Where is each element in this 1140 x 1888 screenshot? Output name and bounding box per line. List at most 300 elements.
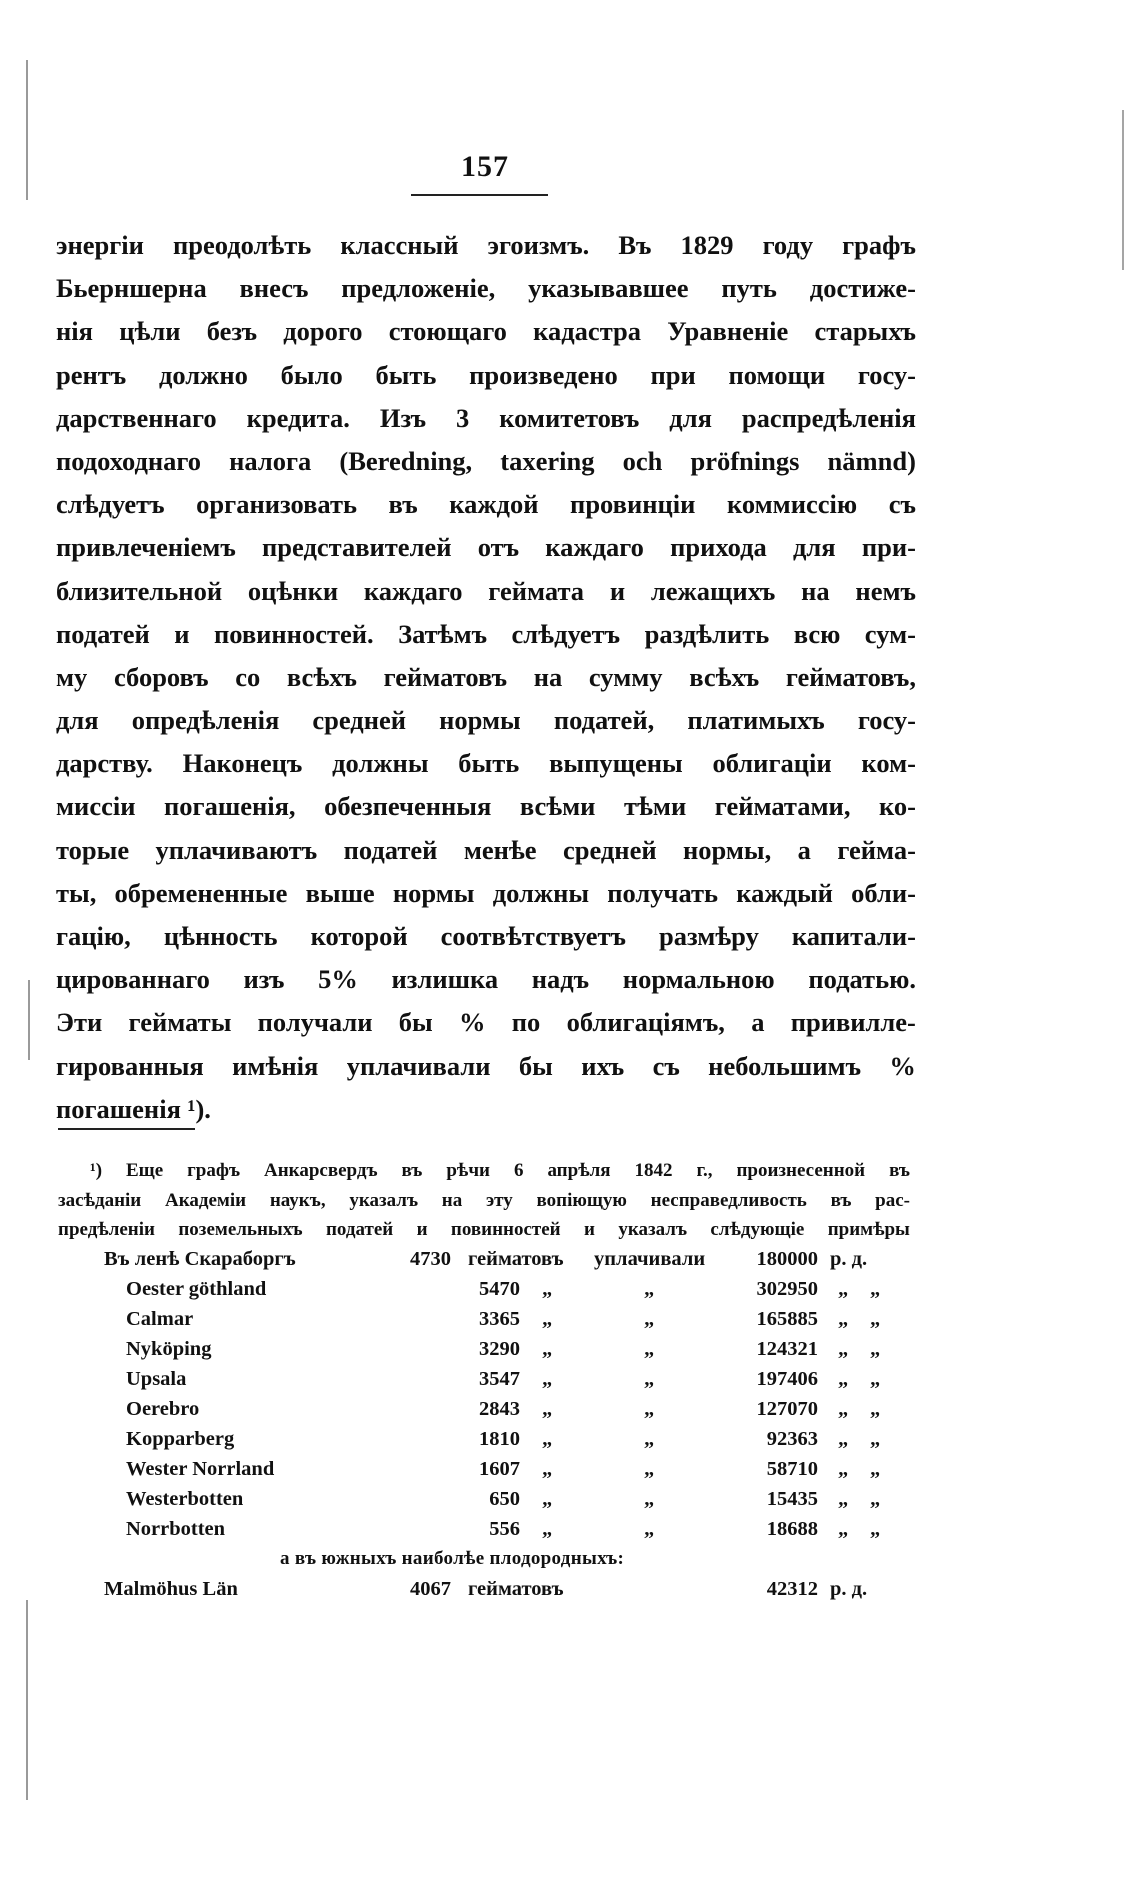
word: taxering — [500, 445, 595, 476]
row-hemman: 3547 — [479, 1368, 520, 1390]
word: примѣры — [827, 1219, 910, 1240]
text-line — [56, 440, 916, 483]
table-row — [58, 1514, 918, 1544]
text-line — [58, 1186, 910, 1216]
row-name: Calmar — [126, 1308, 194, 1330]
word: выше — [305, 877, 375, 908]
word: размѣру — [658, 921, 759, 951]
text-line — [58, 1215, 910, 1245]
word: тѣми — [623, 791, 687, 822]
word: нормы — [392, 877, 475, 908]
word: должно — [158, 359, 248, 390]
word: путь — [721, 273, 777, 304]
row-name: Kopparberg — [126, 1428, 235, 1450]
word: отъ — [477, 532, 520, 563]
word: дарственнаго — [56, 402, 217, 433]
word: на — [441, 1189, 463, 1211]
word: нормы, — [683, 834, 772, 865]
word: указывавшее — [528, 273, 689, 304]
word: ихъ — [581, 1050, 625, 1081]
word: облигаціямъ, — [566, 1007, 725, 1038]
word: ¹) — [90, 1160, 103, 1181]
row-name: Wester Norrland — [126, 1458, 275, 1480]
text-line — [56, 1088, 916, 1131]
ditto-mark: „ — [870, 1338, 881, 1360]
word: изъ — [243, 964, 285, 995]
row-currency: р. д. — [830, 1578, 868, 1600]
word: оцѣнки — [247, 575, 339, 606]
word: соотвѣтствуетъ — [440, 921, 626, 951]
word: рас- — [875, 1189, 910, 1211]
ditto-mark: „ — [644, 1488, 655, 1510]
word: бы — [518, 1050, 553, 1081]
word: рѣчи — [446, 1160, 490, 1181]
row-unit: гейматовъ — [468, 1248, 564, 1270]
word: провинціи — [570, 489, 696, 520]
row-amount: 302950 — [756, 1278, 818, 1300]
word: и — [416, 1219, 428, 1240]
word: всѣми — [519, 791, 596, 822]
word: привлеченіемъ — [56, 532, 236, 563]
text-line — [56, 224, 916, 267]
word: pröfnings — [690, 445, 800, 476]
ditto-mark: „ — [644, 1458, 655, 1480]
row-amount: 92363 — [766, 1428, 818, 1450]
table-row-lead — [58, 1244, 918, 1274]
word: капитали- — [791, 921, 916, 951]
word: указалъ — [618, 1219, 688, 1240]
word: податей — [343, 834, 438, 865]
word: гейматовъ — [383, 661, 508, 692]
word: при- — [861, 532, 916, 563]
text-line — [56, 699, 916, 742]
word: рентъ — [56, 359, 127, 390]
word: госу- — [857, 705, 916, 736]
scan-edge-mark — [26, 1600, 28, 1800]
row-amount: 42312 — [766, 1578, 818, 1600]
word: небольшимъ — [708, 1050, 862, 1081]
text-line — [56, 1045, 916, 1088]
word: Въ — [618, 230, 652, 260]
word: обли- — [851, 877, 916, 908]
footnote-text — [58, 1156, 910, 1245]
text-line — [56, 958, 916, 1001]
ditto-mark: „ — [838, 1338, 849, 1360]
word: внесъ — [239, 273, 309, 304]
word: графъ — [187, 1160, 241, 1181]
word: и — [174, 618, 190, 649]
text-line — [56, 483, 916, 526]
text-line — [56, 742, 916, 785]
word: гейматовъ, — [785, 661, 916, 692]
ditto-mark: „ — [870, 1368, 881, 1390]
text-line — [56, 310, 916, 353]
word: помощи — [728, 359, 826, 390]
row-name: Malmöhus Län — [104, 1578, 238, 1600]
word: быть — [375, 359, 437, 390]
row-name: Westerbotten — [126, 1488, 244, 1510]
row-hemman: 5470 — [479, 1278, 520, 1300]
main-text — [56, 224, 916, 1131]
row-amount: 197406 — [756, 1368, 818, 1390]
word: для — [669, 402, 712, 433]
text-line — [56, 785, 916, 828]
word: преодолѣть — [172, 230, 312, 260]
row-hemman: 556 — [489, 1518, 520, 1540]
word: выпущены — [549, 748, 683, 779]
row-hemman: 4730 — [410, 1248, 451, 1270]
word: налога — [229, 445, 312, 476]
word: облигаціи — [712, 748, 832, 779]
ditto-mark: „ — [870, 1308, 881, 1330]
word: nämnd) — [827, 445, 916, 476]
word: геймата — [488, 575, 585, 606]
row-amount: 58710 — [766, 1458, 818, 1480]
row-hemman: 650 — [489, 1488, 520, 1510]
word: быть — [458, 748, 520, 779]
row-name: Въ ленѣ Скараборгъ — [104, 1248, 296, 1270]
word: для — [793, 532, 836, 563]
word: году — [762, 230, 814, 260]
row-unit: гейматовъ — [468, 1578, 564, 1600]
word: предѣленіи — [58, 1219, 155, 1240]
table-row — [58, 1394, 918, 1424]
word: г., — [696, 1160, 713, 1181]
word: Бьерншерна — [56, 273, 207, 304]
footnote-separator — [58, 1128, 195, 1130]
word: % — [889, 1050, 916, 1081]
word: указалъ — [349, 1189, 419, 1211]
word: повинностей. — [213, 618, 374, 649]
row-currency: р. д. — [830, 1248, 868, 1270]
ditto-mark: „ — [644, 1518, 655, 1540]
word: и — [584, 1219, 595, 1240]
word: эгоизмъ. — [487, 230, 590, 260]
ditto-mark: „ — [644, 1338, 655, 1360]
ditto-mark: „ — [870, 1488, 881, 1510]
word: коммиссію — [726, 489, 858, 520]
word: для — [56, 705, 99, 736]
word: миссіи — [56, 791, 136, 822]
word: средней — [312, 705, 407, 736]
word: гейматами, — [714, 791, 851, 822]
text-line — [56, 1001, 916, 1044]
row-hemman: 3290 — [479, 1338, 520, 1360]
word: платимыхъ — [687, 705, 825, 736]
word: средней — [562, 834, 657, 865]
table-row — [58, 1334, 918, 1364]
word: старыхъ — [814, 316, 916, 347]
word: 6 — [513, 1160, 524, 1181]
word: погашенія ¹). — [56, 1093, 211, 1124]
word: комитетовъ — [499, 402, 640, 433]
word: предложеніе, — [341, 273, 496, 304]
word: прихода — [670, 532, 767, 563]
ditto-mark: „ — [542, 1278, 553, 1300]
ditto-mark: „ — [870, 1398, 881, 1420]
word: всѣхъ — [689, 661, 760, 692]
word: въ — [401, 1160, 423, 1181]
word: дарству. — [56, 748, 153, 779]
page-number: 157 — [461, 150, 509, 183]
word: опредѣленія — [131, 705, 280, 736]
table-row — [58, 1454, 918, 1484]
word: гейма- — [837, 834, 916, 865]
word: госу- — [857, 359, 916, 390]
scan-edge-mark — [28, 980, 30, 1060]
row-amount: 180000 — [756, 1248, 818, 1270]
word: ты, — [56, 877, 97, 908]
row-hemman: 3365 — [479, 1308, 520, 1330]
word: кадастра — [533, 316, 642, 347]
word: повинностей — [450, 1219, 561, 1240]
word: Затѣмъ — [398, 618, 488, 649]
word: организовать — [196, 489, 357, 520]
word: засѣданіи — [58, 1189, 142, 1211]
row-amount: 124321 — [756, 1338, 818, 1360]
word: съ — [652, 1050, 680, 1081]
word: Уравненіе — [667, 316, 789, 347]
word: съ — [888, 489, 916, 520]
row-name: Norrbotten — [126, 1518, 226, 1540]
ditto-mark: „ — [838, 1428, 849, 1450]
word: было — [280, 359, 343, 390]
word: податей — [56, 618, 150, 649]
word: обезпеченныя — [324, 791, 492, 822]
word: надъ — [531, 964, 590, 995]
ditto-mark: „ — [542, 1338, 553, 1360]
word: по — [511, 1007, 541, 1038]
ditto-mark: „ — [838, 1518, 849, 1540]
word: податей — [325, 1219, 394, 1240]
word: кредита. — [246, 402, 350, 433]
text-line — [56, 915, 916, 958]
page-number-rule — [411, 194, 548, 196]
ditto-mark: „ — [644, 1398, 655, 1420]
south-heading: а въ южныхъ наиболѣе плодородныхъ: — [280, 1548, 625, 1569]
word: поземельныхъ — [178, 1219, 303, 1240]
word: уплачивали — [346, 1050, 491, 1081]
word: апрѣля — [547, 1160, 611, 1181]
word: сборовъ — [113, 661, 209, 692]
word: бы — [398, 1007, 433, 1038]
ditto-mark: „ — [644, 1368, 655, 1390]
word: му — [56, 661, 88, 692]
word: каждаго — [545, 532, 644, 563]
word: нормальною — [622, 964, 775, 995]
table-row — [58, 1274, 918, 1304]
word: менѣе — [463, 834, 537, 865]
word: достиже- — [809, 273, 916, 304]
word: получали — [257, 1007, 373, 1038]
word: податью. — [808, 964, 916, 995]
word: классный — [340, 230, 459, 260]
row-amount: 18688 — [766, 1518, 818, 1540]
word: а — [797, 834, 811, 865]
word: каждаго — [363, 575, 463, 606]
word: произведено — [469, 359, 618, 390]
word: раздѣлить — [644, 618, 770, 649]
scan-edge-mark — [1122, 110, 1124, 270]
word: цѣли — [119, 316, 181, 347]
word: въ — [830, 1189, 852, 1211]
ditto-mark: „ — [870, 1428, 881, 1450]
word: въ — [388, 489, 418, 520]
ditto-mark: „ — [542, 1308, 553, 1330]
word: гацію, — [56, 921, 131, 951]
ditto-mark: „ — [838, 1398, 849, 1420]
ditto-mark: „ — [838, 1368, 849, 1390]
row-name: Upsala — [126, 1368, 187, 1390]
word: Анкарсвердъ — [264, 1160, 378, 1181]
word: слѣдуетъ — [511, 618, 621, 649]
word: графъ — [842, 230, 916, 260]
ditto-mark: „ — [542, 1458, 553, 1480]
ditto-mark: „ — [870, 1518, 881, 1540]
ditto-mark: „ — [838, 1458, 849, 1480]
word: энергіи — [56, 230, 144, 260]
word: слѣдуетъ — [56, 489, 165, 520]
word: которой — [310, 921, 408, 951]
text-line — [56, 829, 916, 872]
ditto-mark: „ — [542, 1368, 553, 1390]
word: Изъ — [379, 402, 427, 433]
ditto-mark: „ — [870, 1458, 881, 1480]
row-amount: 15435 — [766, 1488, 818, 1510]
row-name: Nyköping — [126, 1338, 212, 1360]
word: (Beredning, — [339, 445, 473, 476]
word: каждый — [736, 877, 833, 908]
table-row-last — [58, 1574, 918, 1604]
word: 1829 — [680, 230, 734, 260]
word: дорого — [283, 316, 363, 347]
word: % — [459, 1007, 486, 1038]
text-line — [56, 613, 916, 656]
text-line — [56, 872, 916, 915]
row-hemman: 1607 — [479, 1458, 520, 1480]
ditto-mark: „ — [542, 1488, 553, 1510]
row-hemman: 4067 — [410, 1578, 451, 1600]
word: безъ — [206, 316, 258, 347]
row-verb: уплачивали — [594, 1248, 706, 1270]
word: ко- — [878, 791, 916, 822]
word: имѣнія — [232, 1050, 319, 1081]
text-line — [56, 570, 916, 613]
text-line — [58, 1156, 910, 1186]
word: со — [235, 661, 261, 692]
row-amount: 165885 — [756, 1308, 818, 1330]
word: цированнаго — [56, 964, 210, 995]
row-hemman: 1810 — [479, 1428, 520, 1450]
row-amount: 127070 — [756, 1398, 818, 1420]
row-hemman: 2843 — [479, 1398, 520, 1420]
ditto-mark: „ — [838, 1488, 849, 1510]
word: цѣнность — [163, 921, 278, 951]
ditto-mark: „ — [644, 1428, 655, 1450]
ditto-mark: „ — [542, 1398, 553, 1420]
word: 5% — [318, 964, 358, 995]
word: ком- — [861, 748, 916, 779]
word: излишка — [391, 964, 499, 995]
word: близительной — [56, 575, 223, 606]
word: Наконецъ — [182, 748, 303, 779]
row-name: Oester göthland — [126, 1278, 267, 1300]
word: при — [650, 359, 696, 390]
word: Эти — [56, 1007, 103, 1038]
word: сум- — [864, 618, 916, 649]
row-name: Oerebro — [126, 1398, 200, 1420]
word: на — [533, 661, 563, 692]
word: податей, — [553, 705, 655, 736]
word: эту — [485, 1189, 513, 1211]
word: всю — [793, 618, 841, 649]
ditto-mark: „ — [644, 1278, 655, 1300]
table-row — [58, 1364, 918, 1394]
word: немъ — [855, 575, 916, 606]
word: слѣдующіе — [710, 1219, 805, 1240]
word: распредѣленія — [741, 402, 916, 433]
word: нія — [56, 316, 93, 347]
ditto-mark: „ — [870, 1278, 881, 1300]
word: och — [622, 445, 663, 476]
word: нормы — [439, 705, 521, 736]
word: гейматы — [128, 1007, 232, 1038]
word: гированныя — [56, 1050, 204, 1081]
word: лежащихъ — [650, 575, 776, 606]
word: представителей — [262, 532, 452, 563]
table-row — [58, 1424, 918, 1454]
ditto-mark: „ — [542, 1518, 553, 1540]
word: произнесенной — [736, 1160, 866, 1181]
word: въ — [889, 1160, 910, 1181]
word: 1842 — [634, 1160, 673, 1181]
ditto-mark: „ — [644, 1308, 655, 1330]
word: вопіющую — [536, 1189, 627, 1211]
word: Еще — [126, 1160, 164, 1181]
text-line — [56, 656, 916, 699]
word: и — [609, 575, 626, 606]
word: 3 — [456, 402, 470, 433]
word: привилле- — [790, 1007, 916, 1038]
word: стоющаго — [388, 316, 507, 347]
word: всѣхъ — [286, 661, 357, 692]
footnote-table — [58, 1244, 918, 1604]
word: обремененные — [114, 877, 288, 908]
word: на — [801, 575, 830, 606]
table-row — [58, 1304, 918, 1334]
word: подоходнаго — [56, 445, 202, 476]
word: уплачиваютъ — [155, 834, 318, 865]
word: Академіи — [165, 1189, 247, 1211]
table-row — [58, 1484, 918, 1514]
text-line — [56, 397, 916, 440]
word: каждой — [449, 489, 539, 520]
word: должны — [492, 877, 590, 908]
word: наукъ, — [269, 1189, 326, 1211]
text-line — [56, 354, 916, 397]
word: получать — [607, 877, 719, 908]
ditto-mark: „ — [838, 1278, 849, 1300]
word: торые — [56, 834, 130, 865]
word: погашенія, — [164, 791, 296, 822]
table-subheading-row — [58, 1544, 918, 1574]
ditto-mark: „ — [542, 1428, 553, 1450]
word: сумму — [588, 661, 663, 692]
text-line — [56, 526, 916, 569]
word: несправедливость — [650, 1189, 807, 1211]
word: а — [751, 1007, 765, 1038]
ditto-mark: „ — [838, 1308, 849, 1330]
